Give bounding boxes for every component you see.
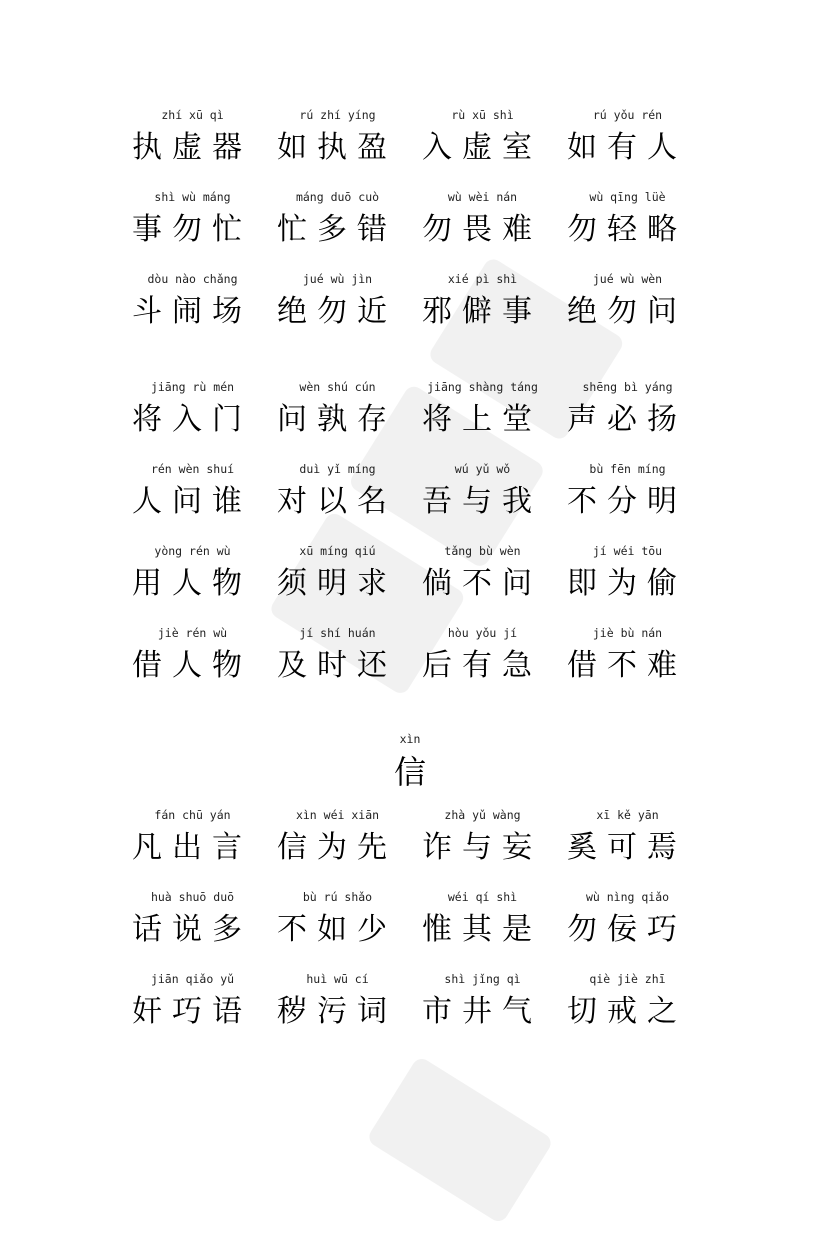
- hanzi: 邪僻事: [422, 294, 542, 329]
- verse-cell: [126, 968, 271, 1050]
- verse-cell: [271, 104, 416, 186]
- verse-cell: [416, 540, 561, 622]
- pinyin: fán chū yán: [154, 808, 231, 822]
- pinyin: rú yǒu rén: [592, 108, 663, 122]
- verse-cell: [561, 804, 706, 886]
- section-heading: [340, 728, 480, 790]
- verse-cell: [561, 186, 706, 268]
- verse-row: [126, 886, 706, 968]
- hanzi: 诈与妄: [422, 830, 542, 865]
- verse-cell: [561, 968, 706, 1050]
- verse-cell: [271, 968, 416, 1050]
- pinyin: jiāng rù mén: [150, 380, 235, 394]
- pinyin: hòu yǒu jí: [447, 626, 518, 640]
- verse-block-1: [126, 104, 706, 350]
- pinyin: shì jǐng qì: [444, 972, 521, 986]
- hanzi: 凡出言: [132, 830, 252, 865]
- hanzi: 绝勿近: [277, 294, 397, 329]
- pinyin: wù nìng qiǎo: [585, 890, 670, 904]
- verse-cell: [416, 622, 561, 704]
- verse-cell: [561, 886, 706, 968]
- hanzi: 绝勿问: [567, 294, 687, 329]
- hanzi: 如执盈: [277, 130, 397, 165]
- hanzi: 入虚室: [422, 130, 542, 165]
- pinyin: rù xū shì: [451, 108, 514, 122]
- hanzi: 切戒之: [567, 994, 687, 1029]
- verse-cell: [561, 622, 706, 704]
- watermark-logo-bottom: [343, 1036, 576, 1244]
- pinyin: zhí xū qì: [161, 108, 224, 122]
- verse-row: [126, 804, 706, 886]
- verse-row: [126, 622, 706, 704]
- verse-block-2: [126, 376, 706, 704]
- pinyin: jiè bù nán: [592, 626, 663, 640]
- verse-cell: [416, 804, 561, 886]
- hanzi: 对以名: [277, 484, 397, 519]
- verse-cell: [126, 104, 271, 186]
- hanzi: 市井气: [422, 994, 542, 1029]
- verse-row: [126, 376, 706, 458]
- verse-cell: [126, 886, 271, 968]
- pinyin: yòng rén wù: [154, 544, 231, 558]
- heading-hanzi: 信: [393, 753, 426, 791]
- pinyin: wù qīng lüè: [589, 190, 666, 204]
- verse-row: [126, 968, 706, 1050]
- verse-cell: [271, 376, 416, 458]
- hanzi: 信为先: [277, 830, 397, 865]
- verse-cell: [561, 104, 706, 186]
- hanzi: 勿轻略: [567, 212, 687, 247]
- verse-block-3: [126, 804, 706, 1050]
- hanzi: 忙多错: [277, 212, 397, 247]
- verse-cell: [416, 376, 561, 458]
- hanzi: 勿佞巧: [567, 912, 687, 947]
- pinyin: shēng bì yáng: [582, 380, 673, 394]
- verse-cell: [271, 886, 416, 968]
- verse-cell: [271, 186, 416, 268]
- pinyin: zhà yǔ wàng: [444, 808, 521, 822]
- verse-row: [126, 186, 706, 268]
- verse-cell: [126, 268, 271, 350]
- verse-cell: [416, 458, 561, 540]
- hanzi: 倘不问: [422, 566, 542, 601]
- pinyin: máng duō cuò: [295, 190, 380, 204]
- pinyin: jiāng shàng táng: [427, 380, 538, 394]
- verse-cell: [126, 804, 271, 886]
- hanzi: 将上堂: [422, 402, 542, 437]
- hanzi: 须明求: [277, 566, 397, 601]
- pinyin: jiè rén wù: [157, 626, 228, 640]
- pinyin: wù wèi nán: [447, 190, 518, 204]
- pinyin: xié pì shì: [447, 272, 518, 286]
- verse-cell: [561, 458, 706, 540]
- pinyin: qiè jiè zhī: [589, 972, 666, 986]
- hanzi: 奸巧语: [132, 994, 252, 1029]
- pinyin: jí wéi tōu: [592, 544, 663, 558]
- verse-cell: [271, 622, 416, 704]
- hanzi: 借人物: [132, 648, 252, 683]
- pinyin: xìn wéi xiān: [295, 808, 380, 822]
- pinyin: wú yǔ wǒ: [454, 462, 511, 476]
- heading-pinyin: xìn: [399, 732, 421, 746]
- verse-cell: [271, 458, 416, 540]
- verse-cell: [416, 886, 561, 968]
- hanzi: 借不难: [567, 648, 687, 683]
- pinyin: tǎng bù wèn: [444, 544, 521, 558]
- pinyin: jué wù wèn: [592, 272, 663, 286]
- hanzi: 后有急: [422, 648, 542, 683]
- pinyin: bù fēn míng: [589, 462, 666, 476]
- hanzi: 即为偷: [567, 566, 687, 601]
- pinyin: shì wù máng: [154, 190, 231, 204]
- pinyin: jué wù jìn: [302, 272, 373, 286]
- pinyin: jiān qiǎo yǔ: [150, 972, 235, 986]
- pinyin: huì wū cí: [306, 972, 369, 986]
- pinyin: bù rú shǎo: [302, 890, 373, 904]
- verse-cell: [126, 622, 271, 704]
- hanzi: 及时还: [277, 648, 397, 683]
- hanzi: 不如少: [277, 912, 397, 947]
- hanzi: 奚可焉: [567, 830, 687, 865]
- pinyin: wèn shú cún: [299, 380, 376, 394]
- verse-cell: [271, 540, 416, 622]
- verse-cell: [126, 458, 271, 540]
- verse-row: [126, 268, 706, 350]
- hanzi: 斗闹场: [132, 294, 252, 329]
- verse-cell: [561, 376, 706, 458]
- pinyin: huà shuō duō: [150, 890, 235, 904]
- hanzi: 勿畏难: [422, 212, 542, 247]
- hanzi: 秽污词: [277, 994, 397, 1029]
- verse-row: [126, 104, 706, 186]
- hanzi: 吾与我: [422, 484, 542, 519]
- verse-cell: [126, 540, 271, 622]
- verse-cell: [416, 968, 561, 1050]
- verse-cell: [561, 540, 706, 622]
- hanzi: 如有人: [567, 130, 687, 165]
- pinyin: rén wèn shuí: [150, 462, 235, 476]
- verse-cell: [416, 268, 561, 350]
- verse-cell: [561, 268, 706, 350]
- pinyin: duì yǐ míng: [299, 462, 376, 476]
- hanzi: 问孰存: [277, 402, 397, 437]
- hanzi: 执虚器: [132, 130, 252, 165]
- hanzi: 事勿忙: [132, 212, 252, 247]
- hanzi: 将入门: [132, 402, 252, 437]
- verse-cell: [126, 376, 271, 458]
- hanzi: 话说多: [132, 912, 252, 947]
- pinyin: xū míng qiú: [299, 544, 376, 558]
- verse-cell: [416, 104, 561, 186]
- pinyin: rú zhí yíng: [299, 108, 376, 122]
- verse-cell: [271, 804, 416, 886]
- hanzi: 惟其是: [422, 912, 542, 947]
- hanzi: 人问谁: [132, 484, 252, 519]
- pinyin: dòu nào chǎng: [147, 272, 238, 286]
- verse-cell: [126, 186, 271, 268]
- verse-cell: [271, 268, 416, 350]
- verse-cell: [416, 186, 561, 268]
- hanzi: 用人物: [132, 566, 252, 601]
- pinyin: xī kě yān: [596, 808, 659, 822]
- verse-row: [126, 458, 706, 540]
- pinyin: wéi qí shì: [447, 890, 518, 904]
- pinyin: jí shí huán: [299, 626, 376, 640]
- hanzi: 声必扬: [567, 402, 687, 437]
- verse-row: [126, 540, 706, 622]
- hanzi: 不分明: [567, 484, 687, 519]
